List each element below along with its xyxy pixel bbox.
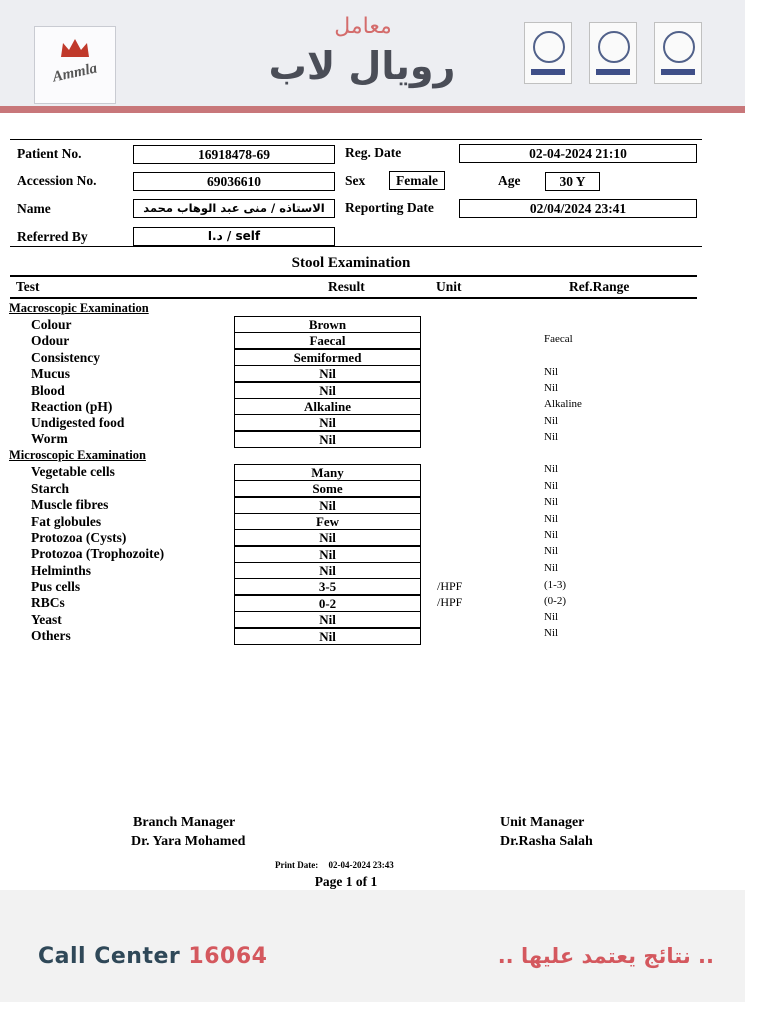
test-name: Others [31,628,71,643]
test-result: Nil [234,546,421,563]
certification-badge-icon [589,22,637,84]
test-ref-range: (1-3) [544,579,566,591]
test-ref-range: Alkaline [544,398,582,410]
column-header-unit: Unit [436,279,462,294]
patient-name-value: الاستاذه / منى عبد الوهاب محمد [133,199,335,218]
section-microscopic-title: Microscopic Examination [9,448,146,462]
test-name: Starch [31,481,70,496]
info-bottom-rule [10,246,702,247]
test-result: Brown [234,316,421,333]
accession-value: 69036610 [133,172,335,191]
certification-badge-icon [654,22,702,84]
test-ref-range: Nil [544,611,559,623]
test-name: Consistency [31,350,101,365]
test-result: 0-2 [234,595,421,612]
test-name: Protozoa (Trophozoite) [31,546,165,561]
name-label: Name [17,201,51,216]
test-name: Helminths [31,563,92,578]
brand-title: رويال لاب [268,44,456,88]
test-name: Undigested food [31,415,125,430]
test-ref-range: Nil [544,415,559,427]
test-ref-range: Nil [544,496,559,508]
test-ref-range: Nil [544,562,559,574]
patient-no-label: Patient No. [17,146,82,161]
branch-manager-name: Dr. Yara Mohamed [131,834,246,849]
referred-by-value: د.ا / self [133,227,335,246]
call-center-label: Call Center [38,944,181,969]
test-result: Nil [234,611,421,628]
age-label: Age [498,173,521,188]
unit-manager-name: Dr.Rasha Salah [500,834,593,849]
sex-value: Female [389,171,445,190]
test-name: Worm [31,431,68,446]
page-number: Page 1 of 1 [314,874,378,889]
test-name: Vegetable cells [31,464,115,479]
brand-subtitle: معامل [334,14,392,39]
test-result: Faecal [234,332,421,349]
test-result: Many [234,464,421,481]
reg-date-value: 02-04-2024 21:10 [459,144,697,163]
column-header-test: Test [16,279,40,294]
column-header-ref-range: Ref.Range [569,279,630,294]
test-ref-range: Nil [544,463,559,475]
test-ref-range: Nil [544,480,559,492]
unit-manager-title: Unit Manager [500,815,585,830]
crown-icon [59,37,91,59]
test-result: Nil [234,628,421,645]
test-result: Some [234,480,421,497]
referred-by-label: Referred By [17,229,88,244]
report-title: Stool Examination [291,255,411,271]
test-result: Nil [234,562,421,579]
column-header-result: Result [328,279,365,294]
reg-date-label: Reg. Date [345,145,402,160]
print-date-value: 02-04-2024 23:43 [328,860,394,870]
test-name: Yeast [31,612,62,627]
test-ref-range: Nil [544,366,559,378]
test-ref-range: Faecal [544,333,573,345]
header-divider [0,106,745,113]
test-result: Semiformed [234,349,421,366]
section-macroscopic-title: Macroscopic Examination [9,301,149,315]
test-ref-range: Nil [544,545,559,557]
test-ref-range: Nil [544,382,559,394]
test-name: Fat globules [31,514,102,529]
test-name: Blood [31,383,65,398]
test-result: Nil [234,529,421,546]
test-result: Alkaline [234,398,421,415]
test-name: Muscle fibres [31,497,109,512]
test-name: Mucus [31,366,71,381]
test-ref-range: Nil [544,529,559,541]
certification-badge-icon [524,22,572,84]
test-result: Few [234,513,421,530]
print-date-label: Print Date: [275,860,319,870]
test-name: RBCs [31,595,65,610]
test-name: Protozoa (Cysts) [31,530,127,545]
test-result: Nil [234,497,421,514]
test-name: Odour [31,333,70,348]
test-result: Nil [234,365,421,382]
test-unit: /HPF [437,579,463,593]
branch-manager-title: Branch Manager [133,815,236,830]
test-unit: /HPF [437,595,463,609]
test-ref-range: (0-2) [544,595,566,607]
test-result: Nil [234,382,421,399]
logo-wordmark: Ammla [51,60,99,86]
age-value: 30 Y [545,172,600,191]
header-top-rule [10,275,697,277]
test-ref-range: Nil [544,627,559,639]
test-result: Nil [234,414,421,431]
info-top-rule [10,139,702,140]
lab-logo [34,26,116,104]
print-date [275,860,394,870]
reporting-date-value: 02/04/2024 23:41 [459,199,697,218]
test-result: Nil [234,431,421,448]
footer-slogan: .. نتائج يعتمد عليها .. [497,944,714,968]
test-result: 3-5 [234,578,421,595]
accession-label: Accession No. [17,173,97,188]
sex-label: Sex [345,173,366,188]
call-center [38,944,267,969]
test-ref-range: Nil [544,513,559,525]
test-name: Reaction (pH) [31,399,113,414]
test-ref-range: Nil [544,431,559,443]
patient-no-value: 16918478-69 [133,145,335,164]
reporting-date-label: Reporting Date [345,200,434,215]
call-center-number: 16064 [188,944,268,969]
test-name: Colour [31,317,72,332]
test-name: Pus cells [31,579,81,594]
header-bottom-rule [10,297,697,299]
